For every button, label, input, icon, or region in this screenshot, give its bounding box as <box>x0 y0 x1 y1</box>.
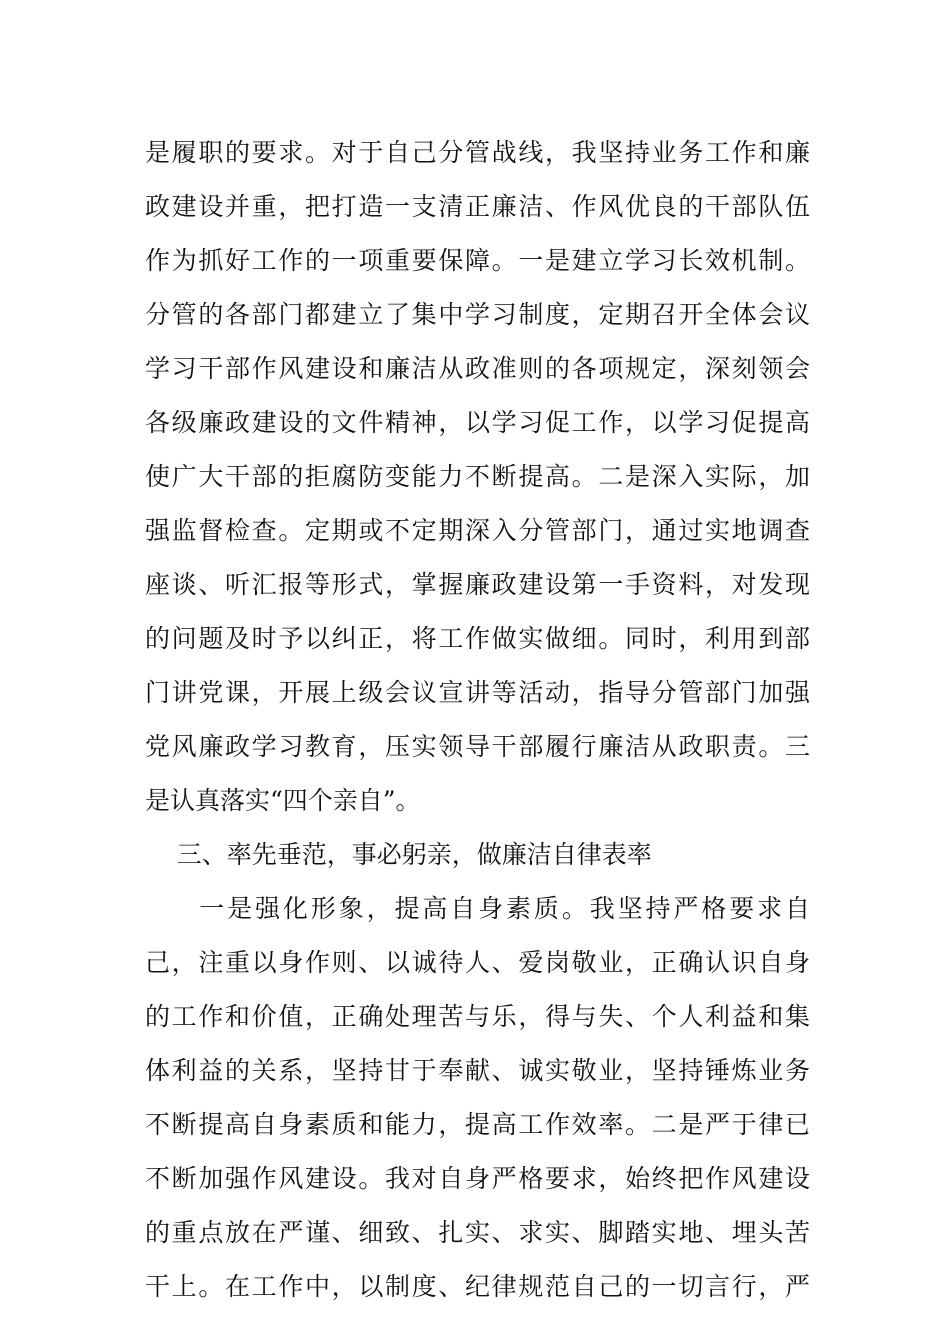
text-line: 的问题及时予以纠正，将工作做实做细。同时，利用到部 <box>145 624 810 653</box>
text-line: 门讲党课，开展上级会议宣讲等活动，指导分管部门加强 <box>145 678 810 707</box>
text-line: 强监督检查。定期或不定期深入分管部门，通过实地调查 <box>145 516 810 545</box>
text-line: 各级廉政建设的文件精神，以学习促工作，以学习促提高 <box>145 408 810 437</box>
text-line: 的重点放在严谨、细致、扎实、求实、脚踏实地、埋头苦 <box>145 1218 810 1247</box>
text-line: 学习干部作风建设和廉洁从政准则的各项规定，深刻领会 <box>145 354 810 383</box>
text-line: 干上。在工作中，以制度、纪律规范自己的一切言行，严 <box>145 1272 810 1301</box>
text-line: 体利益的关系，坚持甘于奉献、诚实敬业，坚持锤炼业务 <box>145 1056 810 1085</box>
text-line: 使广大干部的拒腐防变能力不断提高。二是深入实际，加 <box>145 462 810 491</box>
text-line: 的工作和价值，正确处理苦与乐，得与失、个人利益和集 <box>145 1002 810 1031</box>
document-body <box>145 126 810 1314</box>
text-line: 不断提高自身素质和能力，提高工作效率。二是严于律已 <box>145 1110 810 1139</box>
text-line: 不断加强作风建设。我对自身严格要求，始终把作风建设 <box>145 1164 810 1193</box>
text-line: 是履职的要求。对于自己分管战线，我坚持业务工作和廉 <box>145 138 810 167</box>
text-line: 政建设并重，把打造一支清正廉洁、作风优良的干部队伍 <box>145 192 810 221</box>
text-line: 一是强化形象，提高自身素质。我坚持严格要求自 <box>145 894 810 923</box>
text-line: 作为抓好工作的一项重要保障。一是建立学习长效机制。 <box>145 246 810 275</box>
text-line: 是认真落实“四个亲自”。 <box>145 786 421 815</box>
text-line: 分管的各部门都建立了集中学习制度，定期召开全体会议 <box>145 300 810 329</box>
text-line: 座谈、听汇报等形式，掌握廉政建设第一手资料，对发现 <box>145 570 810 599</box>
text-line: 党风廉政学习教育，压实领导干部履行廉洁从政职责。三 <box>145 732 810 761</box>
section-heading: 三、率先垂范，事必躬亲，做廉洁自律表率 <box>145 840 652 869</box>
text-line: 己，注重以身作则、以诚待人、爱岗敬业，正确认识自身 <box>145 948 810 977</box>
